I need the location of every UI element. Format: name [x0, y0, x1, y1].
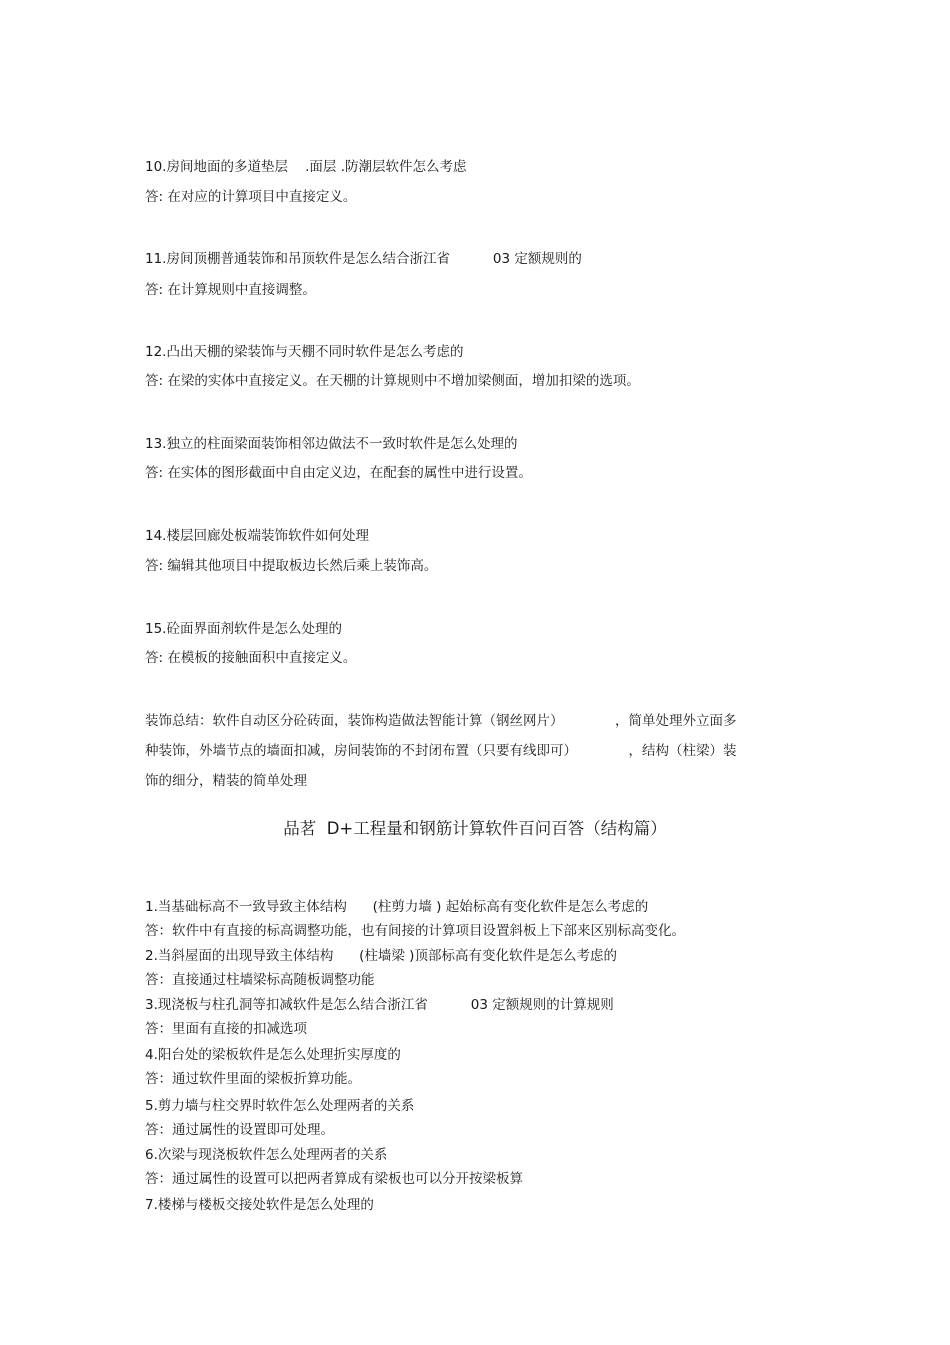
- structure-answer-1: 答：软件中有直接的标高调整功能，也有间接的计算项目设置斜板上下部来区别标高变化。: [145, 923, 685, 939]
- structure-question-4: 4.阳台处的梁板软件是怎么处理折实厚度的: [145, 1047, 401, 1063]
- structure-question-2: 2.当斜屋面的出现导致主体结构 (柱墙梁 )顶部标高有变化软件是怎么考虑的: [145, 948, 617, 964]
- structure-answer-6: 答：通过属性的设置可以把两者算成有梁板也可以分开按梁板算: [145, 1171, 523, 1187]
- structure-question-3: 3.现浇板与柱孔洞等扣减软件是怎么结合浙江省 03 定额规则的计算规则: [145, 997, 614, 1013]
- decoration-summary: [145, 706, 800, 796]
- question-13: 13.独立的柱面梁面装饰相邻边做法不一致时软件是怎么处理的: [145, 436, 518, 452]
- summary-line: 饰的细分，精装的简单处理: [145, 773, 307, 789]
- question-14: 14.楼层回廊处板端装饰软件如何处理: [145, 528, 369, 544]
- answer-13: 答: 在实体的图形截面中自由定义边，在配套的属性中进行设置。: [145, 465, 532, 481]
- question-12: 12.凸出天棚的梁装饰与天棚不同时软件是怎么考虑的: [145, 344, 464, 360]
- answer-12: 答: 在梁的实体中直接定义。在天棚的计算规则中不增加梁侧面，增加扣梁的选项。: [145, 373, 640, 389]
- structure-question-6: 6.次梁与现浇板软件怎么处理两者的关系: [145, 1147, 388, 1163]
- answer-11: 答: 在计算规则中直接调整。: [145, 282, 316, 298]
- question-15: 15.砼面界面剂软件是怎么处理的: [145, 621, 342, 637]
- structure-answer-4: 答：通过软件里面的梁板折算功能。: [145, 1071, 361, 1087]
- section-heading: 品茗 D+工程量和钢筋计算软件百问百答（结构篇）: [283, 819, 667, 838]
- question-11: 11.房间顶棚普通装饰和吊顶软件是怎么结合浙江省 03 定额规则的: [145, 251, 582, 267]
- summary-line: 装饰总结：软件自动区分砼砖面，装饰构造做法智能计算（钢丝网片） ，简单处理外立面多: [145, 713, 737, 729]
- structure-question-7: 7.楼梯与楼板交接处软件是怎么处理的: [145, 1197, 374, 1213]
- structure-question-5: 5.剪力墙与柱交界时软件怎么处理两者的关系: [145, 1098, 415, 1114]
- structure-question-1: 1.当基础标高不一致导致主体结构 (柱剪力墙 ) 起始标高有变化软件是怎么考虑的: [145, 899, 649, 915]
- structure-answer-2: 答：直接通过柱墙梁标高随板调整功能: [145, 972, 375, 988]
- question-10: 10.房间地面的多道垫层 .面层 .防潮层软件怎么考虑: [145, 159, 467, 175]
- answer-10: 答: 在对应的计算项目中直接定义。: [145, 189, 357, 205]
- summary-line: 种装饰，外墙节点的墙面扣减，房间装饰的不封闭布置（只要有线即可） ，结构（柱梁）装: [145, 743, 737, 759]
- answer-14: 答: 编辑其他项目中提取板边长然后乘上装饰高。: [145, 558, 438, 574]
- answer-15: 答: 在模板的接触面积中直接定义。: [145, 650, 357, 666]
- structure-answer-5: 答：通过属性的设置即可处理。: [145, 1122, 334, 1138]
- structure-answer-3: 答：里面有直接的扣减选项: [145, 1021, 307, 1037]
